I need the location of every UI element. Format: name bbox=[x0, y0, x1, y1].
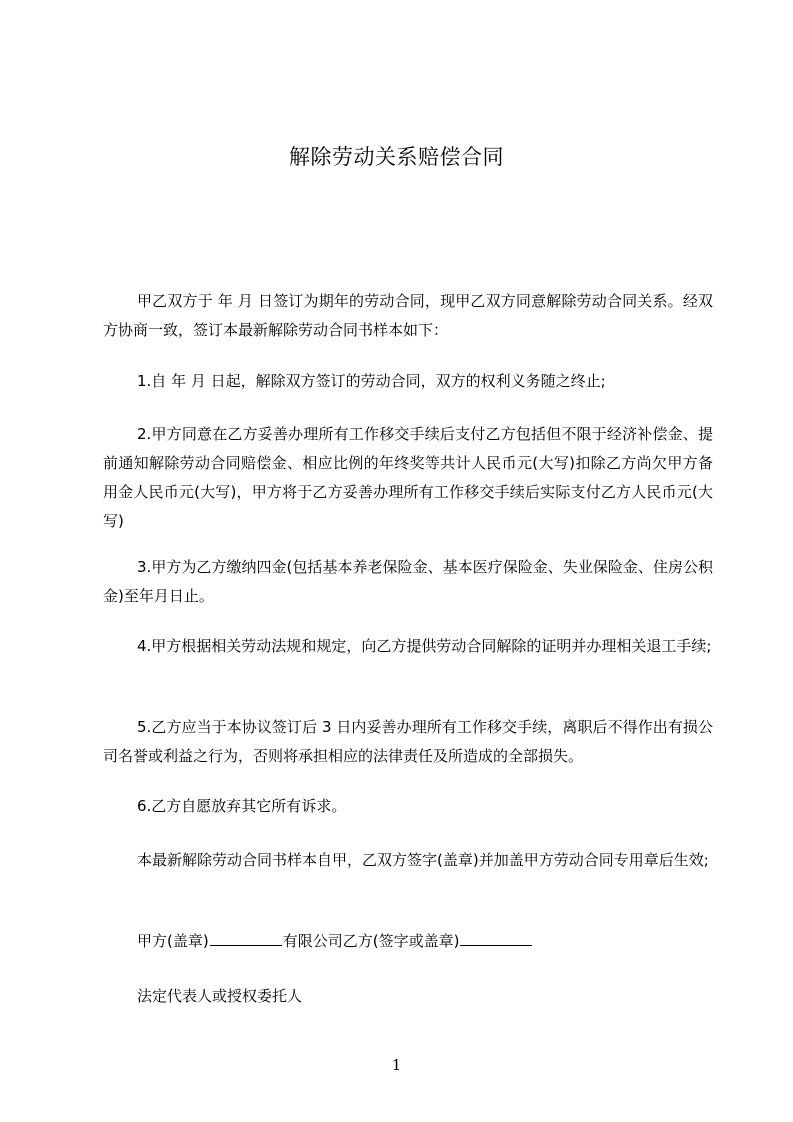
page-number: 1 bbox=[391, 1056, 402, 1074]
party-a-blank bbox=[210, 931, 282, 946]
signature-line bbox=[137, 927, 533, 956]
effect-paragraph: 本最新解除劳动合同书样本自甲，乙双方签字(盖章)并加盖甲方劳动合同专用章后生效; bbox=[137, 851, 709, 869]
party-a-label: 甲方(盖章) bbox=[137, 932, 209, 950]
representative-line: 法定代表人或授权委托人 bbox=[137, 987, 303, 1005]
clause-4: 4.甲方根据相关劳动法规和规定，向乙方提供劳动合同解除的证明并办理相关退工手续; bbox=[137, 637, 712, 655]
clause-1: 1.自 年 月 日起，解除双方签订的劳动合同，双方的权利义务随之终止; bbox=[137, 372, 606, 390]
clause-5: 5.乙方应当于本协议签订后 3 日内妥善办理所有工作移交手续，离职后不得作出有损公司名誉或利益之行为，否则将承担相应的法律责任及所造成的全部损失。 bbox=[103, 718, 713, 765]
party-a-suffix: 有限公司乙方(签字或盖章) bbox=[282, 932, 460, 950]
clause-2: 2.甲方同意在乙方妥善办理所有工作移交手续后支付乙方包括但不限于经济补偿金、提前通知解除劳动合同赔偿金、相应比例的年终奖等共计人民币元(大写)扣除乙方尚欠甲方备用金人民币元(大写)，甲方将于乙方妥善办理所有工作移交手续后实际支付乙方人民币元(大写) bbox=[103, 425, 713, 530]
intro-paragraph: 甲乙双方于 年 月 日签订为期年的劳动合同，现甲乙双方同意解除劳动合同关系。经双方协商一致，签订本最新解除劳动合同书样本如下： bbox=[103, 292, 713, 339]
clause-6: 6.乙方自愿放弃其它所有诉求。 bbox=[137, 797, 347, 815]
document-title: 解除劳动关系赔偿合同 bbox=[289, 145, 504, 169]
clause-3: 3.甲方为乙方缴纳四金(包括基本养老保险金、基本医疗保险金、失业保险金、住房公积金)至年月日止。 bbox=[103, 558, 713, 605]
party-b-blank bbox=[460, 931, 532, 946]
